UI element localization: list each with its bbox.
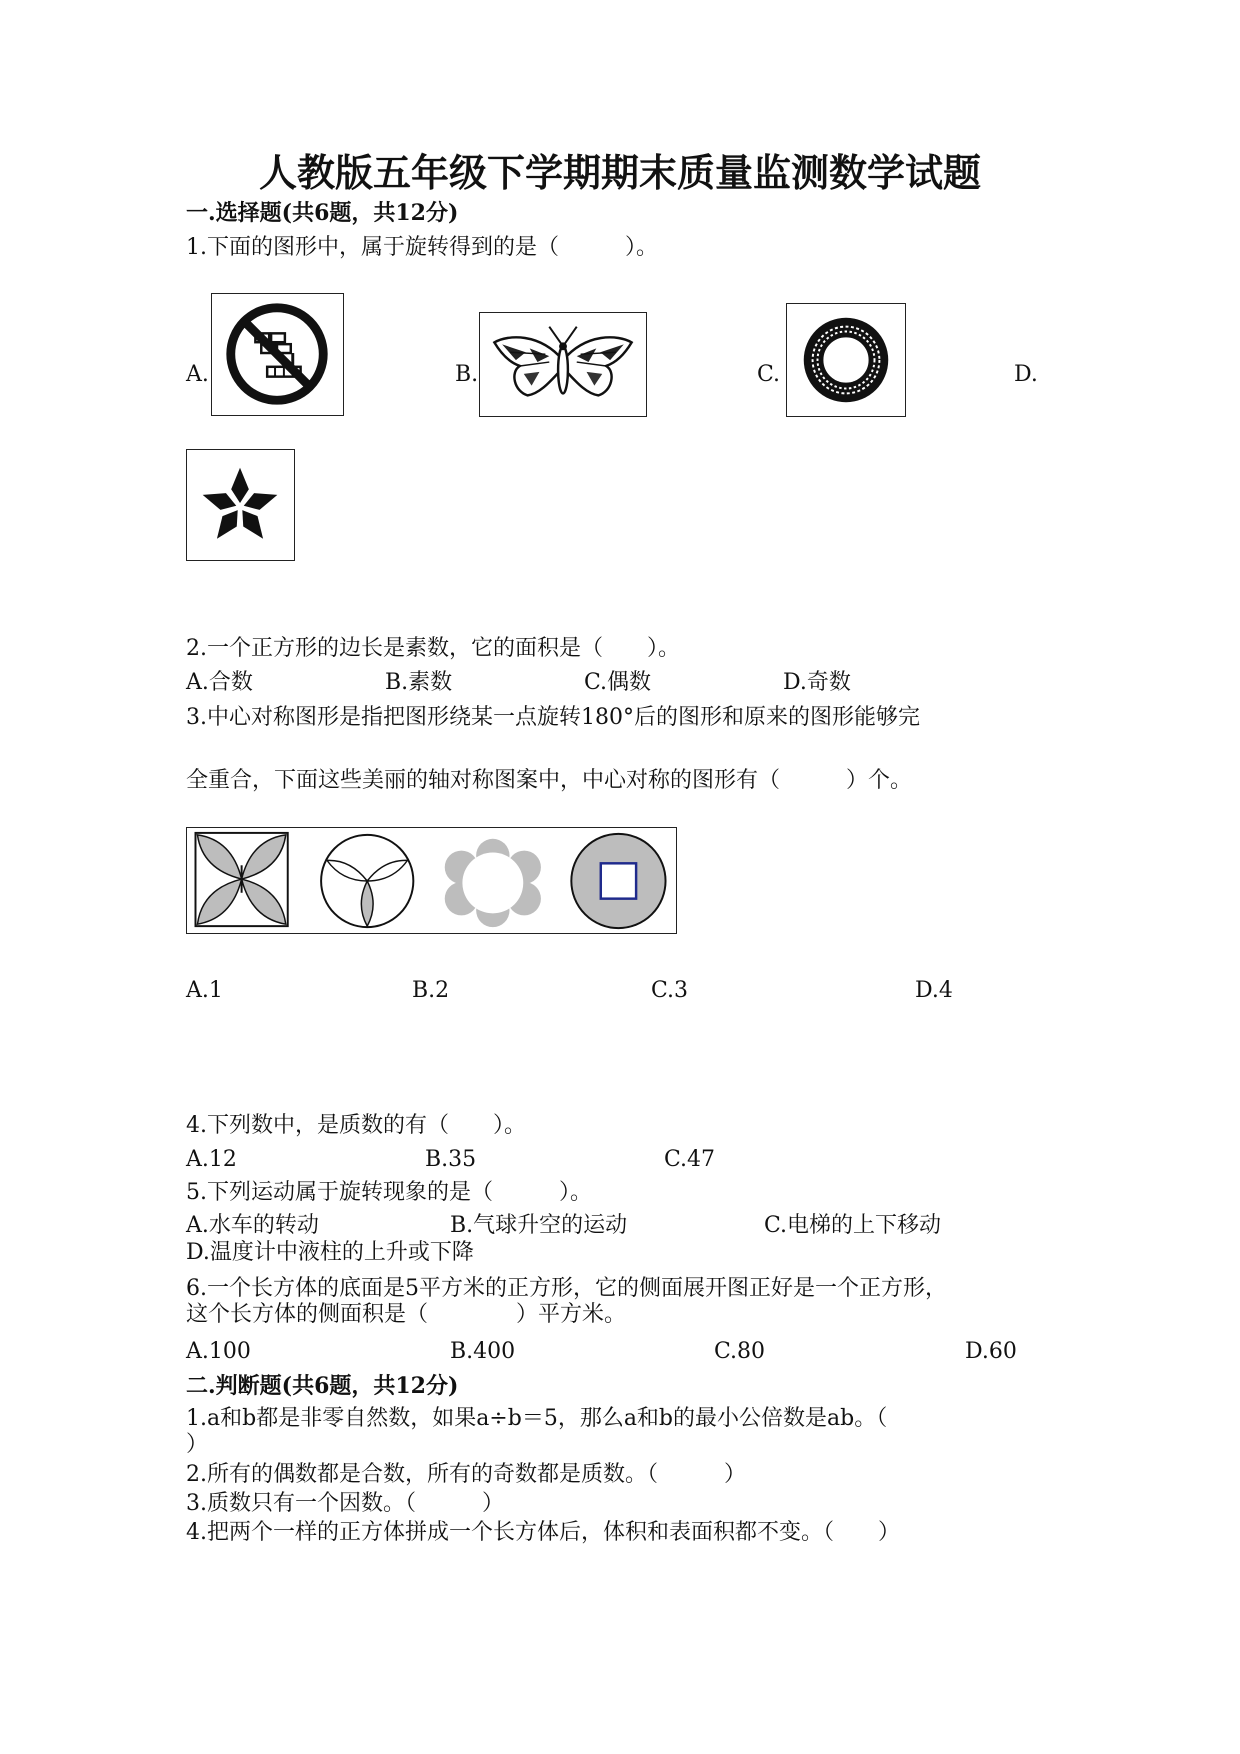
- symmetric-patterns-figure: [186, 827, 677, 934]
- q1-option-d-label[interactable]: D.: [1014, 362, 1038, 387]
- question-3-stem-line1: 3.中心对称图形是指把图形绕某一点旋转180°后的图形和原来的图形能够完: [186, 705, 920, 730]
- q6-option-c[interactable]: C.80: [714, 1339, 766, 1364]
- q3-option-a[interactable]: A.1: [186, 978, 223, 1003]
- judgment-item-4: 4.把两个一样的正方体拼成一个长方体后，体积和表面积都不变。（ ）: [186, 1520, 900, 1545]
- judgment-item-2: 2.所有的偶数都是合数，所有的奇数都是质数。（ ）: [186, 1462, 746, 1487]
- question-2-stem: 2.一个正方形的边长是素数，它的面积是（ ）。: [186, 636, 680, 661]
- page-title: 人教版五年级下学期期末质量监测数学试题: [258, 150, 981, 195]
- four-petal-square-pattern: [195, 833, 287, 926]
- q6-option-b[interactable]: B.400: [450, 1339, 516, 1364]
- q3-option-d[interactable]: D.4: [915, 978, 953, 1003]
- q1-option-c-label[interactable]: C.: [757, 362, 781, 387]
- judgment-item-3: 3.质数只有一个因数。（ ）: [186, 1491, 504, 1516]
- coin-pattern: [571, 834, 665, 928]
- q3-option-c[interactable]: C.3: [651, 978, 689, 1003]
- q4-option-c[interactable]: C.47: [664, 1147, 716, 1172]
- question-4-stem: 4.下列数中，是质数的有（ ）。: [186, 1113, 526, 1138]
- q2-option-b[interactable]: B.素数: [385, 670, 453, 695]
- question-1-stem: 1.下面的图形中，属于旋转得到的是（ ）。: [186, 235, 658, 260]
- q2-option-c[interactable]: C.偶数: [584, 670, 652, 695]
- question-5-stem: 5.下列运动属于旋转现象的是（ ）。: [186, 1180, 592, 1205]
- section-heading-choice: 一.选择题(共6题，共12分): [186, 200, 459, 226]
- q6-option-d[interactable]: D.60: [965, 1339, 1017, 1364]
- q2-option-d[interactable]: D.奇数: [783, 670, 851, 695]
- question-6-stem-line2: 这个长方体的侧面积是（ ）平方米。: [186, 1302, 627, 1327]
- judgment-item-1: 1.a和b都是非零自然数，如果a÷b＝5，那么a和b的最小公倍数是ab。（: [186, 1406, 888, 1431]
- q6-option-a[interactable]: A.100: [186, 1339, 251, 1364]
- q4-option-b[interactable]: B.35: [425, 1147, 477, 1172]
- three-petal-circle-pattern: [321, 835, 413, 927]
- q4-option-a[interactable]: A.12: [186, 1147, 237, 1172]
- q5-option-a[interactable]: A.水车的转动: [186, 1213, 319, 1238]
- flower-pattern: [445, 839, 541, 927]
- section-heading-judgment: 二.判断题(共6题，共12分): [186, 1373, 459, 1399]
- star-icon: [186, 449, 295, 561]
- q1-option-a-label[interactable]: A.: [186, 362, 209, 387]
- q5-option-b[interactable]: B.气球升空的运动: [450, 1213, 628, 1238]
- no-building-sign-icon: [211, 293, 344, 416]
- butterfly-icon: [479, 312, 647, 417]
- q3-option-b[interactable]: B.2: [412, 978, 450, 1003]
- gear-ring-icon: [786, 303, 906, 417]
- q2-option-a[interactable]: A.合数: [186, 670, 253, 695]
- q5-option-c[interactable]: C.电梯的上下移动: [764, 1213, 942, 1238]
- q1-option-b-label[interactable]: B.: [455, 362, 479, 387]
- q5-option-d[interactable]: D.温度计中液柱的上升或下降: [186, 1240, 474, 1265]
- question-3-stem-line2: 全重合，下面这些美丽的轴对称图案中，中心对称的图形有（ ）个。: [186, 768, 913, 793]
- judgment-item-1-close: ）: [186, 1432, 209, 1457]
- question-6-stem-line1: 6.一个长方体的底面是5平方米的正方形，它的侧面展开图正好是一个正方形，: [186, 1276, 947, 1301]
